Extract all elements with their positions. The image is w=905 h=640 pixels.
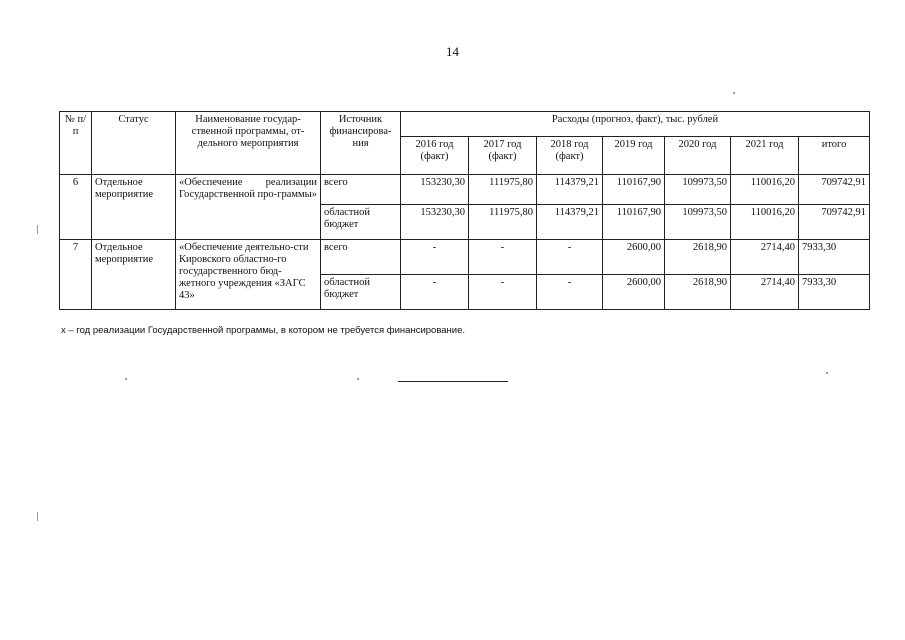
header-total: итого [799, 136, 870, 174]
header-expenses: Расходы (прогноз, факт), тыс. рублей [401, 112, 870, 137]
header-year: 2020 год [665, 136, 731, 174]
header-year: 2016 год (факт) [401, 136, 469, 174]
cell-value: 111975,80 [469, 175, 537, 205]
page-number: 14 [446, 44, 459, 59]
row-num: 7 [60, 240, 92, 310]
row-status: Отдельное мероприятие [92, 240, 176, 310]
cell-total: 709742,91 [799, 205, 870, 240]
scan-speck [357, 378, 359, 380]
cell-value: - [469, 240, 537, 275]
cell-value: 153230,30 [401, 205, 469, 240]
cell-value: 2618,90 [665, 240, 731, 275]
row-num: 6 [60, 175, 92, 240]
header-year: 2019 год [603, 136, 665, 174]
header-status: Статус [92, 112, 176, 175]
scan-speck [826, 372, 828, 374]
cell-total: 7933,30 [799, 275, 870, 310]
cell-value: 114379,21 [537, 175, 603, 205]
header-year: 2018 год (факт) [537, 136, 603, 174]
scan-mark [37, 225, 38, 234]
cell-value: 114379,21 [537, 205, 603, 240]
cell-total: 709742,91 [799, 175, 870, 205]
budget-table [59, 111, 870, 310]
row-source: всего [321, 175, 401, 205]
cell-value: 153230,30 [401, 175, 469, 205]
cell-value: - [537, 240, 603, 275]
cell-value: 2618,90 [665, 275, 731, 310]
header-year: 2021 год [731, 136, 799, 174]
cell-value: 111975,80 [469, 205, 537, 240]
row-source: всего [321, 240, 401, 275]
header-name: Наименование государ-ственной программы, от-дельного мероприятия [176, 112, 321, 175]
footnote: x – год реализации Государственной программы, в котором не требуется финансирование. [61, 325, 466, 336]
row-name: «Обеспечение деятельно-сти Кировского областно-го государственного бюд-жетного учреждения «ЗАГС 43» [176, 240, 321, 310]
row-source: областной бюджет [321, 275, 401, 310]
end-divider [398, 381, 508, 382]
table-row [60, 240, 870, 275]
row-status: Отдельное мероприятие [92, 175, 176, 240]
cell-value: 110167,90 [603, 175, 665, 205]
cell-value: - [401, 275, 469, 310]
scan-mark [37, 512, 38, 521]
cell-value: 2600,00 [603, 275, 665, 310]
header-year: 2017 год (факт) [469, 136, 537, 174]
cell-value: 110016,20 [731, 205, 799, 240]
header-num: № п/п [60, 112, 92, 175]
table-row [60, 175, 870, 205]
cell-value: 2714,40 [731, 275, 799, 310]
cell-value: 110016,20 [731, 175, 799, 205]
header-source: Источник финансирова-ния [321, 112, 401, 175]
cell-value: - [537, 275, 603, 310]
cell-value: - [401, 240, 469, 275]
row-source: областной бюджет [321, 205, 401, 240]
scan-speck [733, 92, 735, 94]
cell-value: 2600,00 [603, 240, 665, 275]
cell-value: - [469, 275, 537, 310]
cell-value: 109973,50 [665, 175, 731, 205]
cell-value: 110167,90 [603, 205, 665, 240]
scan-speck [125, 378, 127, 380]
cell-value: 109973,50 [665, 205, 731, 240]
cell-value: 2714,40 [731, 240, 799, 275]
row-name: «Обеспечение реализации Государственной про-граммы» [176, 175, 321, 240]
cell-total: 7933,30 [799, 240, 870, 275]
header-row-1 [60, 112, 870, 137]
